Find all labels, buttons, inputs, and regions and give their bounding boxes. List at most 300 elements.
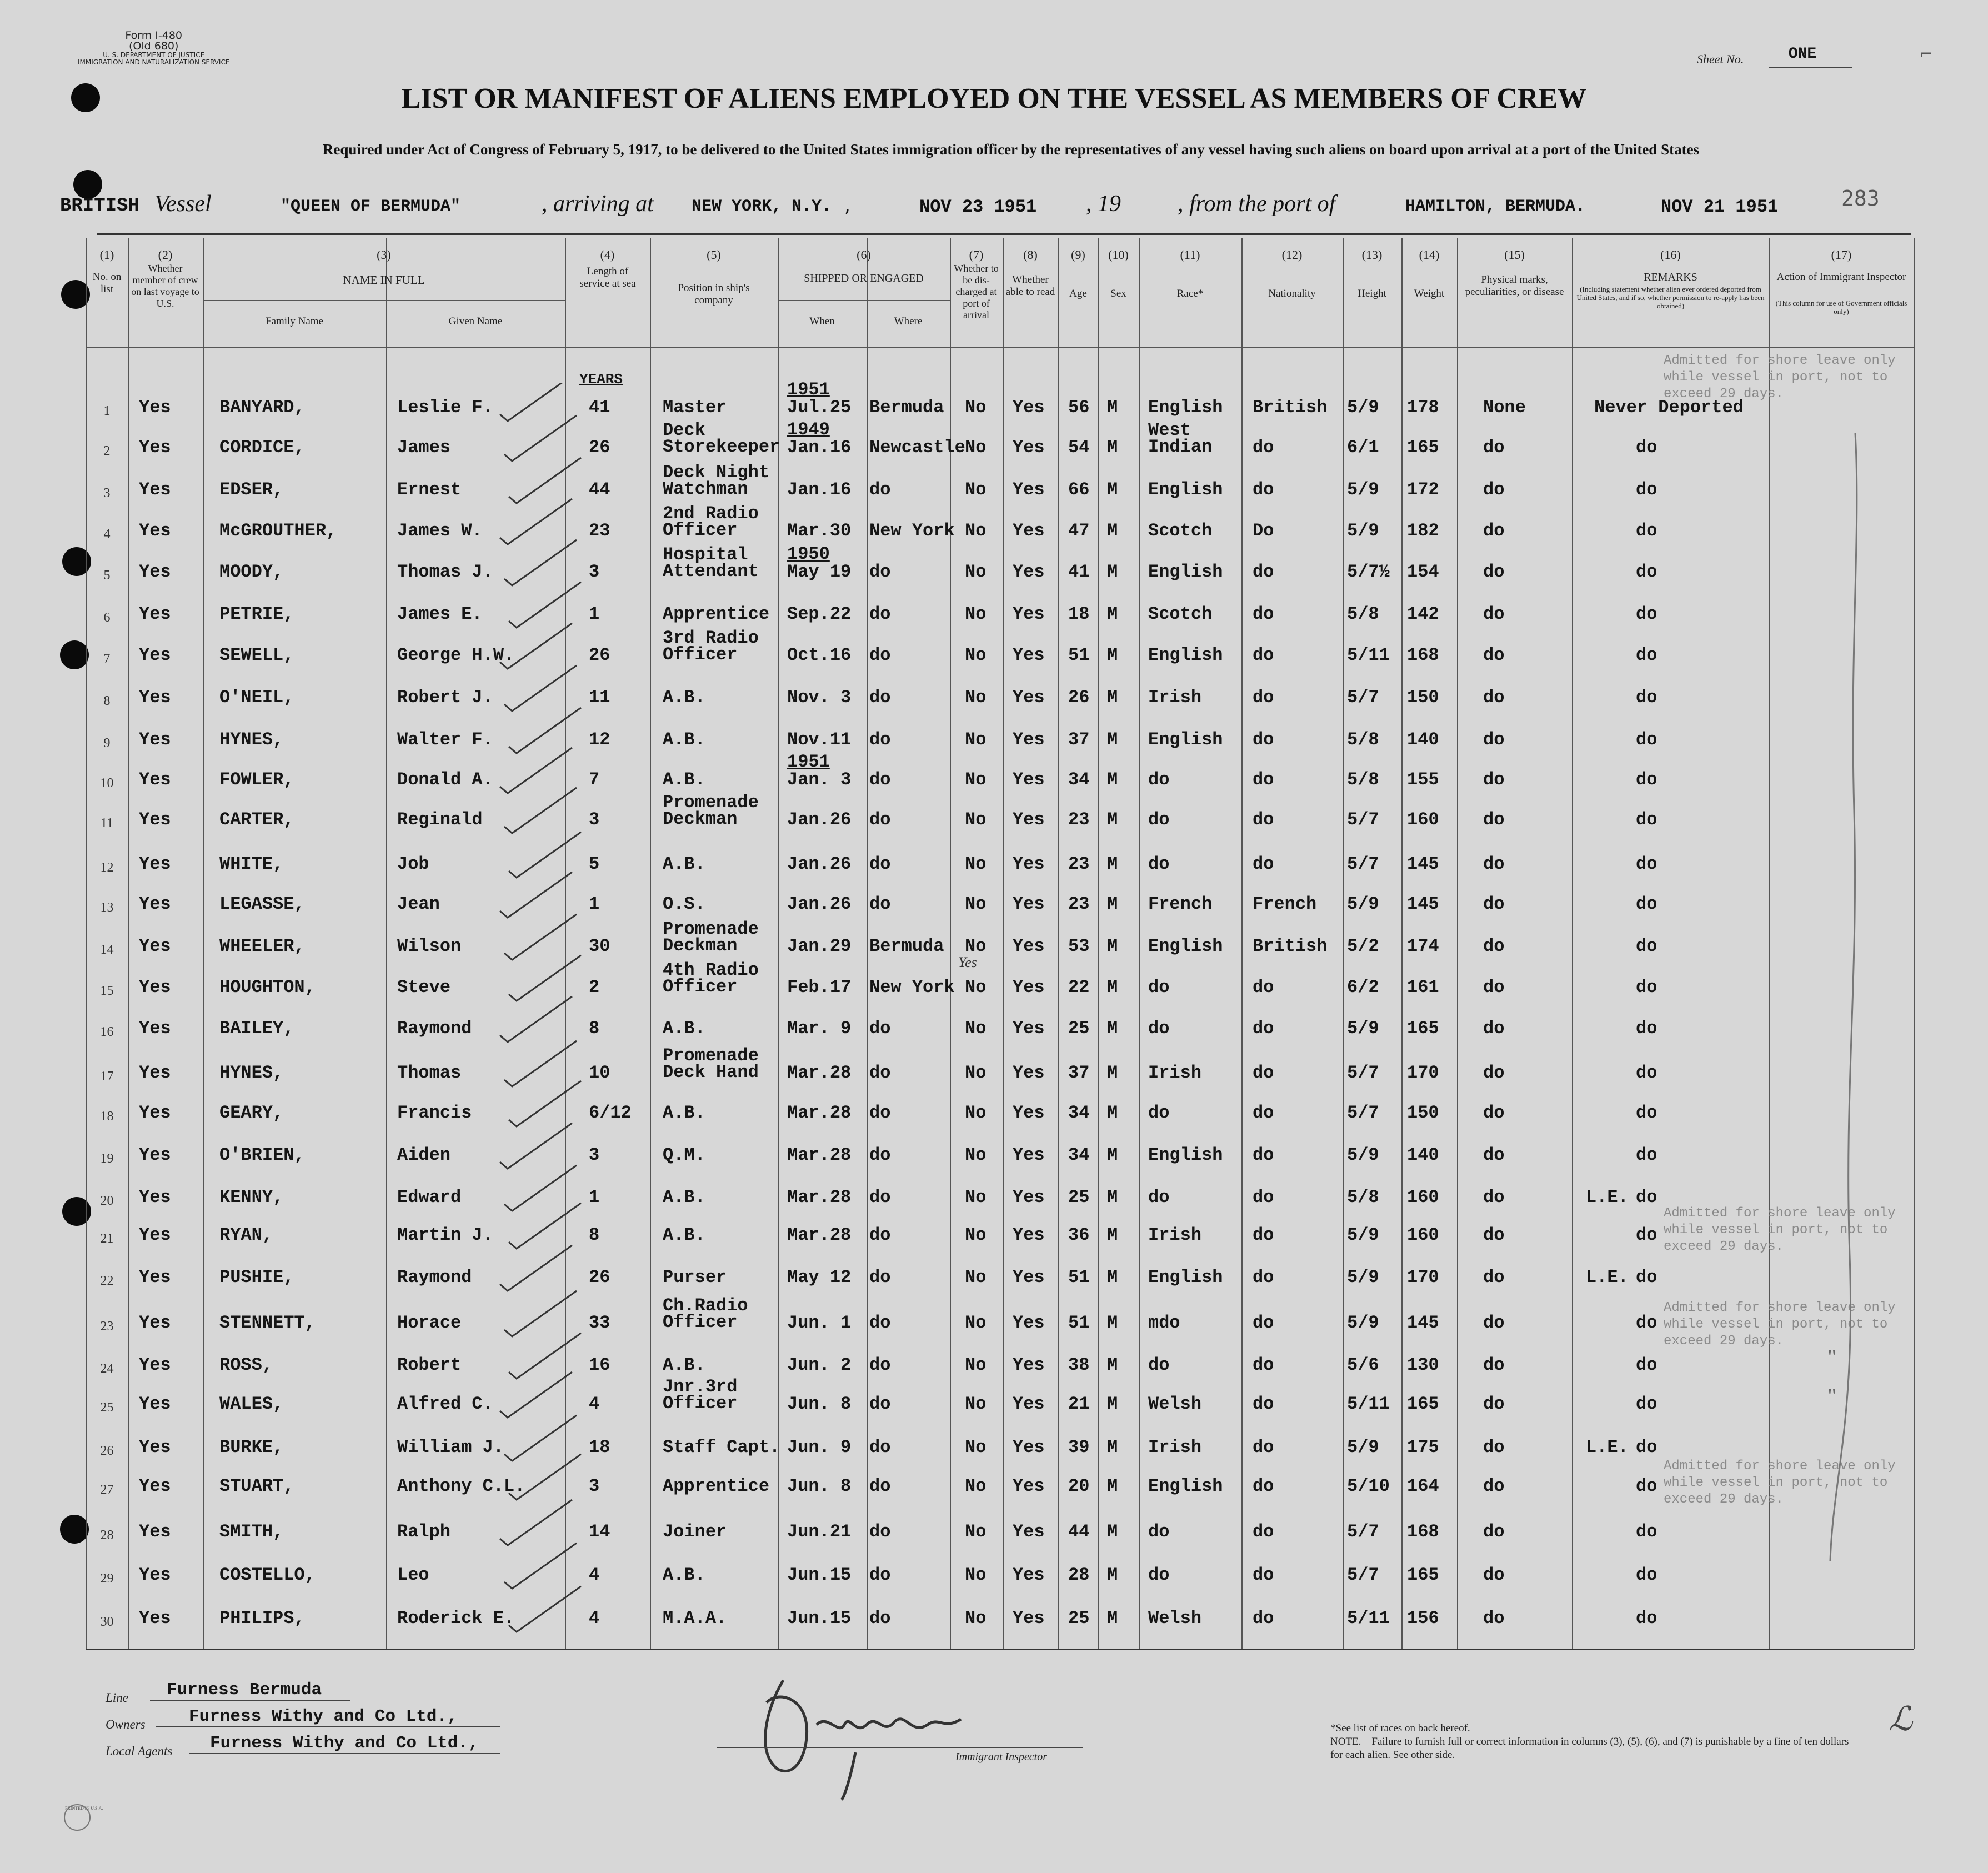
arrival-date: NOV 23 1951 (919, 197, 1037, 217)
shipped-where: do (869, 1225, 891, 1245)
sex: M (1107, 729, 1118, 750)
member-on-last-voyage: Yes (139, 1355, 171, 1375)
height: 5/9 (1347, 1145, 1379, 1165)
shipped-where: do (869, 809, 891, 830)
discharged-at-arrival: No (965, 1313, 987, 1333)
family-name: PHILIPS, (219, 1608, 305, 1629)
physical-marks: do (1483, 1145, 1505, 1165)
physical-marks: do (1483, 1521, 1505, 1542)
age: 22 (1068, 977, 1090, 998)
race: English (1148, 645, 1223, 665)
sex: M (1107, 1313, 1118, 1333)
penalty-note: NOTE.—Failure to furnish full or correct information in columns (3), (5), (6), and (7) is punishable by a fine of ten dollars for each alien. See other side. (1330, 1736, 1849, 1761)
shipped-where: Newcastle (869, 437, 965, 458)
list-number: 11 (100, 816, 114, 830)
position: 3rd Radio Officer (663, 628, 759, 665)
remarks: Never Deported (1594, 397, 1744, 418)
given-name: Jean (397, 894, 440, 914)
family-name: COSTELLO, (219, 1565, 316, 1585)
race: mdo (1148, 1313, 1180, 1333)
discharged-at-arrival: No (965, 977, 987, 998)
header-physical-marks: Physical marks, peculiarities, or disease (1465, 274, 1564, 298)
member-on-last-voyage: Yes (139, 520, 171, 541)
shipped-where: do (869, 645, 891, 665)
position: A.B. (663, 1225, 705, 1245)
race: English (1148, 936, 1223, 956)
height: 5/9 (1347, 1018, 1379, 1039)
position: Promenade Deckman (663, 919, 759, 956)
physical-marks: do (1483, 1476, 1505, 1496)
shipped-when: Sep.22 (787, 604, 852, 624)
arriving-label: , arriving at (542, 191, 654, 217)
shipped-when: Jun.21 (787, 1521, 852, 1542)
list-number: 4 (103, 527, 111, 542)
able-to-read: Yes (1013, 1565, 1045, 1585)
race: English (1148, 729, 1223, 750)
shipped-when: May 19 (787, 562, 852, 582)
given-name: George H.W. (397, 645, 515, 665)
given-name: Ernest (397, 479, 462, 500)
family-name: STUART, (219, 1476, 294, 1496)
given-name: Leslie F. (397, 397, 493, 418)
age: 34 (1068, 1145, 1090, 1165)
able-to-read: Yes (1013, 437, 1045, 458)
header-sex: Sex (1110, 288, 1126, 299)
able-to-read: Yes (1013, 854, 1045, 874)
remarks: do (1636, 769, 1657, 790)
punch-hole (60, 640, 89, 669)
height: 6/1 (1347, 437, 1379, 458)
weight: 175 (1407, 1437, 1439, 1458)
check-mark (509, 1454, 581, 1500)
remarks: do (1636, 1437, 1657, 1458)
member-on-last-voyage: Yes (139, 562, 171, 582)
year-mark: 1949 (787, 419, 830, 440)
shipped-when: Mar.28 (787, 1187, 852, 1208)
sex: M (1107, 1267, 1118, 1288)
weight: 168 (1407, 645, 1439, 665)
nationality: do (1253, 769, 1274, 790)
check-mark (504, 1291, 577, 1336)
position: Deck Night Watchman (663, 462, 770, 499)
given-name: James (397, 437, 451, 458)
race-note: *See list of races on back hereof. (1330, 1722, 1470, 1734)
physical-marks: do (1483, 645, 1505, 665)
position: A.B. (663, 1018, 705, 1039)
physical-marks: do (1483, 1063, 1505, 1083)
nationality: do (1253, 809, 1274, 830)
shore-leave-stamp: Admitted for shore leave only while vessel in port, not to exceed 29 days. (1664, 1459, 1896, 1507)
nationality: do (1253, 977, 1274, 998)
col-number: (4) (600, 248, 615, 262)
position: 4th Radio Officer (663, 960, 759, 997)
weight: 172 (1407, 479, 1439, 500)
position: A.B. (663, 1103, 705, 1123)
remarks: do (1636, 854, 1657, 874)
shipped-when: Jun. 9 (787, 1437, 852, 1458)
member-on-last-voyage: Yes (139, 936, 171, 956)
height: 5/7½ (1347, 562, 1390, 582)
race: Irish (1148, 1225, 1202, 1245)
shore-leave-stamp: Admitted for shore leave only while vessel in port, not to exceed 29 days. (1664, 1206, 1896, 1254)
nationality: do (1253, 1103, 1274, 1123)
position: Q.M. (663, 1145, 705, 1165)
shipped-when: Mar.28 (787, 1063, 852, 1083)
position: A.B. (663, 1187, 705, 1208)
member-on-last-voyage: Yes (139, 1313, 171, 1333)
nationality: do (1253, 437, 1274, 458)
able-to-read: Yes (1013, 1187, 1045, 1208)
family-name: GEARY, (219, 1103, 284, 1123)
able-to-read: Yes (1013, 1313, 1045, 1333)
list-number: 18 (100, 1109, 114, 1124)
height: 5/9 (1347, 1267, 1379, 1288)
check-mark (504, 914, 577, 960)
physical-marks: do (1483, 562, 1505, 582)
form-old-number: (Old 680) (128, 40, 179, 52)
punch-hole (73, 170, 102, 199)
weight: 150 (1407, 1103, 1439, 1123)
header-no-on-list: No. on list (92, 271, 122, 295)
discharged-at-arrival: No (965, 1437, 987, 1458)
length-of-service: 44 (589, 479, 610, 500)
given-name: William J. (397, 1437, 504, 1458)
physical-marks: do (1483, 1394, 1505, 1414)
height: 5/7 (1347, 687, 1379, 708)
physical-marks: do (1483, 769, 1505, 790)
family-name: CARTER, (219, 809, 294, 830)
check-mark (500, 748, 572, 793)
position: A.B. (663, 854, 705, 874)
age: 36 (1068, 1225, 1090, 1245)
list-number: 9 (103, 736, 111, 750)
member-on-last-voyage: Yes (139, 977, 171, 998)
physical-marks: do (1483, 1103, 1505, 1123)
sex: M (1107, 397, 1118, 418)
list-number: 3 (103, 486, 111, 500)
nationality: French (1253, 894, 1317, 914)
physical-marks: do (1483, 479, 1505, 500)
shipped-where: do (869, 604, 891, 624)
able-to-read: Yes (1013, 604, 1045, 624)
able-to-read: Yes (1013, 936, 1045, 956)
able-to-read: Yes (1013, 520, 1045, 541)
nationality: British (1253, 936, 1328, 956)
weight: 165 (1407, 1565, 1439, 1585)
given-name: Edward (397, 1187, 462, 1208)
age: 18 (1068, 604, 1090, 624)
member-on-last-voyage: Yes (139, 1103, 171, 1123)
physical-marks: do (1483, 1187, 1505, 1208)
sex: M (1107, 687, 1118, 708)
discharged-at-arrival: No (965, 562, 987, 582)
col-number: (5) (707, 248, 721, 262)
height: 5/10 (1347, 1476, 1390, 1496)
height: 5/7 (1347, 1103, 1379, 1123)
length-of-service: 3 (589, 562, 600, 582)
remarks: do (1636, 1394, 1657, 1414)
height: 5/6 (1347, 1355, 1379, 1375)
line-underline (150, 1700, 350, 1701)
race: do (1148, 1187, 1170, 1208)
shipped-where: do (869, 1394, 891, 1414)
shipped-when: Jan.26 (787, 854, 852, 874)
from-port: HAMILTON, BERMUDA. (1405, 197, 1586, 216)
sex: M (1107, 1187, 1118, 1208)
service-name: IMMIGRATION AND NATURALIZATION SERVICE (78, 58, 230, 66)
departure-date: NOV 21 1951 (1661, 197, 1779, 217)
shipped-where: do (869, 1018, 891, 1039)
shipped-when: Mar.30 (787, 520, 852, 541)
nationality: do (1253, 1267, 1274, 1288)
header-height: Height (1358, 288, 1386, 299)
nationality: British (1253, 397, 1328, 418)
position: Purser (663, 1267, 727, 1288)
able-to-read: Yes (1013, 729, 1045, 750)
sex: M (1107, 1476, 1118, 1496)
list-number: 10 (100, 776, 114, 790)
check-mark (509, 955, 581, 1001)
remarks: do (1636, 1103, 1657, 1123)
able-to-read: Yes (1013, 1018, 1045, 1039)
age: 44 (1068, 1521, 1090, 1542)
given-name: James W. (397, 520, 483, 541)
list-number: 21 (100, 1231, 114, 1246)
shipped-where: do (869, 1355, 891, 1375)
given-name: Thomas J. (397, 562, 493, 582)
given-name: James E. (397, 604, 483, 624)
discharged-at-arrival: No (965, 1063, 987, 1083)
sex: M (1107, 437, 1118, 458)
shipped-when: Jun. 1 (787, 1313, 852, 1333)
physical-marks: do (1483, 1267, 1505, 1288)
shipped-when: Jan.26 (787, 894, 852, 914)
discharged-at-arrival: No (965, 894, 987, 914)
discharged-at-arrival: No (965, 1187, 987, 1208)
length-of-service: 4 (589, 1394, 600, 1414)
given-name: Raymond (397, 1018, 472, 1039)
physical-marks: do (1483, 809, 1505, 830)
member-on-last-voyage: Yes (139, 894, 171, 914)
length-of-service: 11 (589, 687, 610, 708)
weight: 160 (1407, 809, 1439, 830)
position: Hospital Attendant (663, 544, 759, 582)
height: 5/9 (1347, 397, 1379, 418)
race: do (1148, 854, 1170, 874)
nationality: do (1253, 687, 1274, 708)
arriving-port: NEW YORK, N.Y. (692, 197, 832, 216)
family-name: HOUGHTON, (219, 977, 316, 998)
shipped-where: Bermuda (869, 936, 944, 956)
discharged-at-arrival: No (965, 604, 987, 624)
header-remarks: REMARKS (1644, 271, 1697, 283)
age: 37 (1068, 729, 1090, 750)
col-number: (17) (1831, 248, 1852, 262)
nationality: do (1253, 1437, 1274, 1458)
shipped-when: Jan.16 (787, 437, 852, 458)
nationality: do (1253, 854, 1274, 874)
page-number: 283 (1841, 186, 1880, 211)
weight: 145 (1407, 854, 1439, 874)
list-number: 14 (100, 943, 114, 957)
header-action: Action of Immigrant Inspector (1776, 271, 1906, 283)
agents-underline (189, 1753, 500, 1754)
length-of-service: 12 (589, 729, 610, 750)
member-on-last-voyage: Yes (139, 769, 171, 790)
discharged-at-arrival: No (965, 1145, 987, 1165)
shipped-when: Jun. 2 (787, 1355, 852, 1375)
year-mark: 1950 (787, 544, 830, 564)
height: 5/7 (1347, 1521, 1379, 1542)
position: A.B. (663, 769, 705, 790)
age: 23 (1068, 854, 1090, 874)
handwritten-mark: ℒ (1889, 1701, 1913, 1737)
shipped-where: New York (869, 520, 955, 541)
given-name: Roderick E. (397, 1608, 515, 1629)
list-number: 6 (103, 610, 111, 625)
shipped-where: do (869, 1267, 891, 1288)
sex: M (1107, 809, 1118, 830)
header-family-name: Family Name (266, 315, 323, 327)
col-number: (15) (1504, 248, 1525, 262)
shipped-when: Jun.15 (787, 1565, 852, 1585)
header-able-to-read: Whether able to read (1005, 274, 1055, 298)
list-number: 16 (100, 1025, 114, 1039)
sex: M (1107, 1608, 1118, 1629)
shipped-where: do (869, 1565, 891, 1585)
list-number: 29 (100, 1571, 114, 1586)
header-name-in-full: NAME IN FULL (343, 273, 425, 287)
punch-hole (60, 1515, 89, 1544)
shipped-when: Mar.28 (787, 1145, 852, 1165)
able-to-read: Yes (1013, 1521, 1045, 1542)
remarks: do (1636, 437, 1657, 458)
check-mark (504, 788, 577, 833)
inspector-underline (717, 1747, 1083, 1748)
height: 5/11 (1347, 645, 1390, 665)
shipped-where: do (869, 894, 891, 914)
line-label: Line (106, 1691, 128, 1705)
able-to-read: Yes (1013, 1608, 1045, 1629)
discharged-at-arrival: No (965, 687, 987, 708)
position: Joiner (663, 1521, 727, 1542)
age: 66 (1068, 479, 1090, 500)
sex: M (1107, 1521, 1118, 1542)
weight: 145 (1407, 1313, 1439, 1333)
physical-marks: do (1483, 1313, 1505, 1333)
length-of-service: 26 (589, 437, 610, 458)
remarks: do (1636, 645, 1657, 665)
given-name: Wilson (397, 936, 462, 956)
length-of-service: 41 (589, 397, 610, 418)
weight: 164 (1407, 1476, 1439, 1496)
position: Deck Storekeeper (663, 420, 780, 457)
check-mark (504, 1415, 577, 1461)
check-mark (504, 1041, 577, 1086)
col-number: (8) (1023, 248, 1038, 262)
sex: M (1107, 936, 1118, 956)
age: 51 (1068, 645, 1090, 665)
member-on-last-voyage: Yes (139, 437, 171, 458)
check-mark (500, 1123, 572, 1169)
list-number: 24 (100, 1361, 114, 1376)
check-mark (500, 383, 572, 421)
sex: M (1107, 1565, 1118, 1585)
shipped-when: Jun.15 (787, 1608, 852, 1629)
race: Scotch (1148, 520, 1213, 541)
member-on-last-voyage: Yes (139, 1565, 171, 1585)
length-of-service: 2 (589, 977, 600, 998)
sheet-underline (1769, 67, 1852, 68)
age: 37 (1068, 1063, 1090, 1083)
family-name: WHITE, (219, 854, 284, 874)
family-name: FOWLER, (219, 769, 294, 790)
physical-marks: do (1483, 1565, 1505, 1585)
check-mark (500, 1372, 572, 1418)
family-name: SEWELL, (219, 645, 294, 665)
list-number: 22 (100, 1274, 114, 1288)
shipped-where: do (869, 854, 891, 874)
height: 5/7 (1347, 854, 1379, 874)
shipped-when: Jun. 8 (787, 1394, 852, 1414)
member-on-last-voyage: Yes (139, 854, 171, 874)
check-mark (500, 1500, 572, 1545)
position: Promenade Deckman (663, 792, 759, 829)
family-name: PETRIE, (219, 604, 294, 624)
remarks: do (1636, 1145, 1657, 1165)
age: 41 (1068, 562, 1090, 582)
form-number: Form I-480 (125, 29, 183, 42)
check-mark (504, 1165, 577, 1211)
physical-marks: do (1483, 1225, 1505, 1245)
nationality: do (1253, 1394, 1274, 1414)
given-name: Alfred C. (397, 1394, 493, 1414)
check-mark (500, 499, 572, 544)
manifest-page: Form I-480 (Old 680) U. S. DEPARTMENT OF JUSTICE IMMIGRATION AND NATURALIZATION SERVICE Sheet No. ONE ⌐ LIST OR MANIFEST OF ALIENS EMPLOYED ON THE VESSEL AS MEMBERS OF CREW Required under Act of Congress of February 5, 1917, to be delivered to the United States immigration officer by the representatives of any vessel having such aliens on board upon arrival at a port of the United States BRITISH Vessel "QUEEN OF BERMUDA" , arriving at NEW YORK, N.Y. , NOV 23 1951 , 19 , from the port of HAMILTON, BERMUDA. NOV 21 1951 283 (1) (2) (3) (4) (5) (6) (7) (8) (9) (10) (11) (12) (13) (14) (15) (16) (17) No. on list Whether member of crew on last voyage to U.S. NAME IN FULL Family Name Given Name Length of service at sea Position in ship's company SHIPPED OR ENGAGED When Where Whether to be dis-charged at port of arrival Whether able to read Age Sex Race* Nationality Height Weight Physical marks, peculiarities, or disease REMARKS (Including statement whether alien ever ordered deported from United States, and if so, whether permission to re-apply has been obtained) Action of Immigrant Inspector (This column for use of Government officials only) YEARS 1 Yes BANYARD, Leslie F. 41 Master Jul.25 Bermuda No Yes 56 M English British 5/9 178 None Never Deported 2 Yes CORDICE, James 26 Deck Storekeeper Jan.16 Newcastle No Yes 54 M West Indian do 6/1 165 do do 3 Yes EDSER, Ernest 44 Deck Night Watchman Jan.16 do No Yes 66 M English do 5/9 172 do do 4 Yes McGROUTHER, James W. 23 2nd Radio Officer Mar.30 New York No Yes 47 M Scotch Do 5/9 182 do do 5 Yes MOODY, Thomas J. 3 Hospital Attendant May 19 do No Yes 41 M English do 5/7½ 154 do do 6 Yes PETRIE, James E. 1 Apprentice Sep.22 do No Yes 18 M Scotch do 5/8 142 do do 7 Yes SEWELL, George H.W. 26 3rd Radio Officer Oct.16 do No Yes 51 M English do 5/11 168 do do 8 Yes O'NEIL, Robert J. 11 A.B. Nov. 3 do No Yes 26 M Irish do 5/7 150 do do 9 Yes HYNES, Walter F. 12 A.B. Nov.11 do No Yes 37 M English do 5/8 140 do do 10 Yes FOWLER, Donald A. 7 A.B. Jan. 3 do No Yes 34 M do do 5/8 155 do do 11 Yes CARTER, Reginald 3 Promenade Deckman Jan.26 do No Yes 23 M do do 5/7 160 do do 12 Yes WHITE, Job 5 A.B. Jan.26 do No Yes 23 M do do 5/7 145 do do 13 Yes LEGASSE, Jean 1 O.S. Jan.26 do No Yes 23 M French French 5/9 145 do do 14 Yes WHEELER, Wilson 30 Promenade Deckman Jan.29 Bermuda No Yes 53 M English British 5/2 174 do do 15 Yes HOUGHTON, Steve 2 4th Radio Officer Feb.17 New York No Yes 22 M do do 6/2 161 do do 16 Yes BAILEY, Raymond 8 A.B. Mar. 9 do No Yes 25 M do do 5/9 165 do do 17 Yes HYNES, Thomas 10 Promenade Deck Hand Mar.28 do No Yes 37 M Irish do 5/7 170 do do 18 Yes GEARY, Francis 6/12 A.B. Mar.28 do No Yes 34 M do do 5/7 150 do do 19 Yes O'BRIEN, Aiden 3 Q.M. Mar.28 do No Yes 34 M English do 5/9 140 do do 20 Yes KENNY, Edward 1 A.B. Mar.28 do No Yes 25 M do do 5/8 160 do L.E. do 21 Yes RYAN, Martin J. 8 A.B. Mar.28 do No Yes 36 M Irish do 5/9 160 do do 22 Yes PUSHIE, Raymond 26 Purser May 12 do No Yes 51 M English do 5/9 170 do L.E. do 23 Yes STENNETT, Horace 33 Ch.Radio Officer Jun. 1 do No Yes 51 M mdo do 5/9 145 do do 24 Yes ROSS, Robert 16 A.B. Jun. 2 do No Yes 38 M do do 5/6 130 do do 25 Yes WALES, Alfred C. 4 Jnr.3rd Officer Jun. 8 do No Yes 21 M Welsh do 5/11 165 do do 26 Yes BURKE, William J. 18 Staff Capt. Jun. 9 do No Yes 39 M Irish do 5/9 175 do L.E. do 27 Yes STUART, Anthony C.L. 3 Apprentice Jun. 8 do No Yes 20 M English do 5/10 164 do do 28 Yes SMITH, Ralph 14 Joiner Jun.21 do No Yes 44 M do do 5/7 168 do do 29 Yes COSTELLO, Leo 4 A.B. Jun.15 do No Yes 28 M do do 5/7 165 do do 30 Yes PHILIPS, Roderick E. 4 M.A.A. Jun.15 do No Yes 25 M Welsh do 5/11 156 do do 1951 1949 1950 1951 Admitted for shore leave only while vessel in port, not to exceed 29 days. Admitted for shore leave only while vessel in port, not to exceed 29 days. Admitted for shore leave only while vessel in port, not to exceed 29 days. Admitted for shore leave only while vessel in port, not to exceed 29 days. " " Yes Line Furness Bermuda Owners Furness Withy and Co Ltd., Local Agents Furness Withy and Co Ltd., Immigrant Inspector *See list of races on back hereof. NOTE.—Failure to furnish full or correct information in columns (3), (5), (6), and (7) is punishable by a fine of ten dollars for each alien. See other side. ℒ PRINTED IN U.S.A. (0, 0, 1988, 1873)
age: 53 (1068, 936, 1090, 956)
given-name: Horace (397, 1313, 462, 1333)
weight: 170 (1407, 1267, 1439, 1288)
race: do (1148, 1355, 1170, 1375)
sex: M (1107, 479, 1118, 500)
length-of-service: 1 (589, 894, 600, 914)
header-age: Age (1069, 288, 1087, 299)
weight: 170 (1407, 1063, 1439, 1083)
family-name: PUSHIE, (219, 1267, 294, 1288)
list-number: 26 (100, 1444, 114, 1458)
header-nationality: Nationality (1268, 288, 1316, 299)
list-number: 25 (100, 1400, 114, 1415)
sex: M (1107, 645, 1118, 665)
family-name: O'NEIL, (219, 687, 294, 708)
family-name: HYNES, (219, 1063, 284, 1083)
vessel-nationality: BRITISH (60, 196, 139, 217)
col-number: (10) (1108, 248, 1129, 262)
race: Irish (1148, 1437, 1202, 1458)
list-number: 2 (103, 444, 111, 458)
position: Apprentice (663, 1476, 770, 1496)
list-number: 30 (100, 1615, 114, 1629)
weight: 160 (1407, 1225, 1439, 1245)
remarks: do (1636, 687, 1657, 708)
nationality: do (1253, 729, 1274, 750)
list-number: 8 (103, 694, 111, 708)
check-mark (504, 415, 577, 461)
given-name: Job (397, 854, 429, 874)
able-to-read: Yes (1013, 769, 1045, 790)
length-of-service: 7 (589, 769, 600, 790)
family-name: RYAN, (219, 1225, 273, 1245)
